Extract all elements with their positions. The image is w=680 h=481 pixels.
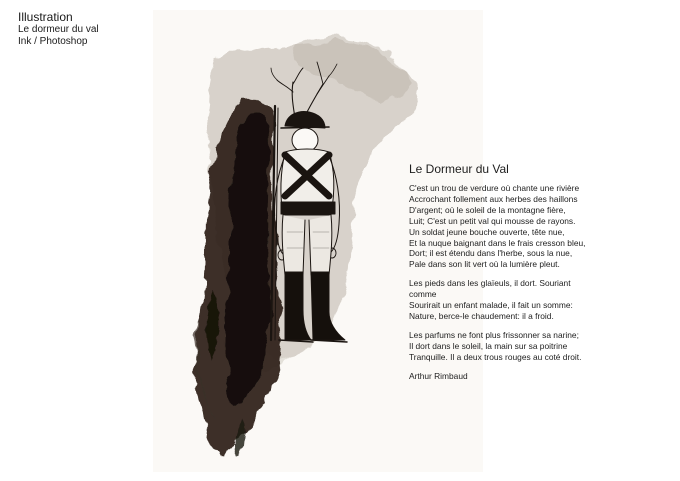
illustration-sheet — [153, 10, 586, 472]
poem-line: Les pieds dans les glaïeuls, il dort. Souriant comme — [409, 278, 571, 300]
caption-medium: Ink / Photoshop — [18, 36, 88, 47]
poem-stanza-3 — [409, 330, 584, 363]
poem-line: Pale dans son lit vert où la lumière pleut. — [409, 259, 560, 270]
ink-wash-dark — [193, 97, 282, 458]
poem-line: Sourirait un enfant malade, il fait un somme: — [409, 300, 573, 311]
poem-title: Le Dormeur du Val — [409, 162, 509, 176]
poem-line: Et la nuque baignant dans le frais cresson bleu, — [409, 237, 586, 248]
poem-line: Un soldat jeune bouche ouverte, tête nue, — [409, 226, 565, 237]
poem-line: Luit; C'est un petit val qui mousse de rayons. — [409, 215, 576, 226]
poem-line: Les parfums ne font plus frissonner sa narine; — [409, 329, 579, 340]
poem-stanza-2 — [409, 278, 584, 322]
caption-title: Illustration — [18, 10, 73, 24]
poem-line: C'est un trou de verdure où chante une rivière — [409, 183, 580, 193]
poem-line: Dort; il est étendu dans l'herbe, sous la nue, — [409, 248, 573, 259]
poem-line: Tranquille. Il a deux trous rouges au coté droit. — [409, 351, 582, 362]
poem-text-block — [409, 162, 584, 382]
poem-line: Nature, berce-le chaudement: il a froid. — [409, 310, 554, 321]
poem-stanza-1 — [409, 183, 584, 270]
poem-line: D'argent; où le soleil de la montagne fière, — [409, 204, 566, 215]
poem-author: Arthur Rimbaud — [409, 370, 468, 381]
poem-line: Il dort dans le soleil, la main sur sa poitrine — [409, 340, 568, 351]
project-caption — [18, 10, 99, 48]
caption-work-title: Le dormeur du val — [18, 24, 99, 35]
poem-line: Accrochant follement aux herbes des haillons — [409, 193, 578, 204]
